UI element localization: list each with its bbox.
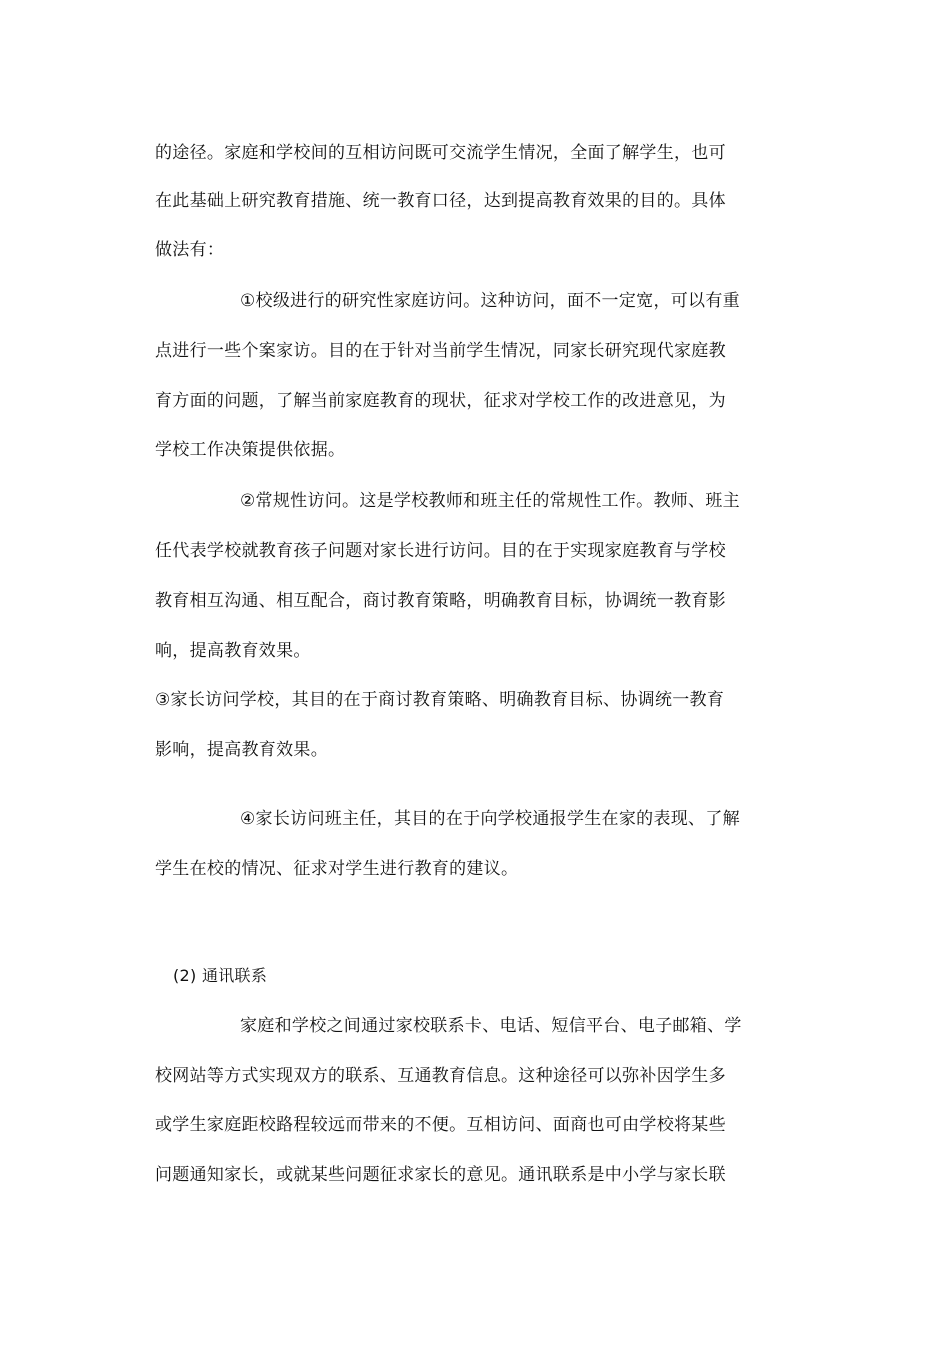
item-1-line-1: ①校级进行的研究性家庭访问。这种访问，面不一定宽，可以有重	[240, 291, 740, 311]
item-2-line-3: 教育相互沟通、相互配合，商讨教育策略，明确教育目标，协调统一教育影	[155, 591, 726, 611]
paragraph-1-line-1: 的途径。家庭和学校间的互相访问既可交流学生情况，全面了解学生，也可	[155, 143, 726, 163]
item-2-line-2: 任代表学校就教育孩子问题对家长进行访问。目的在于实现家庭教育与学校	[155, 541, 726, 561]
item-1-line-2: 点进行一些个案家访。目的在于针对当前学生情况，同家长研究现代家庭教	[155, 341, 726, 361]
paragraph-1-line-2: 在此基础上研究教育措施、统一教育口径，达到提高教育效果的目的。具体	[155, 191, 726, 211]
paragraph-2-line-3: 或学生家庭距校路程较远而带来的不便。互相访问、面商也可由学校将某些	[155, 1115, 726, 1135]
paragraph-2-line-1: 家庭和学校之间通过家校联系卡、电话、短信平台、电子邮箱、学	[240, 1016, 742, 1036]
section-heading: (2) 通讯联系	[173, 966, 268, 985]
item-1-line-3: 育方面的问题，了解当前家庭教育的现状，征求对学校工作的改进意见，为	[155, 391, 726, 411]
paragraph-2-line-4: 问题通知家长，或就某些问题征求家长的意见。通讯联系是中小学与家长联	[155, 1165, 726, 1185]
paragraph-2-line-2: 校网站等方式实现双方的联系、互通教育信息。这种途径可以弥补因学生多	[155, 1066, 726, 1086]
item-3-line-1: ③家长访问学校，其目的在于商讨教育策略、明确教育目标、协调统一教育	[155, 690, 725, 710]
item-2-line-1: ②常规性访问。这是学校教师和班主任的常规性工作。教师、班主	[240, 491, 740, 511]
item-3-line-2: 影响，提高教育效果。	[155, 740, 328, 760]
item-1-line-4: 学校工作决策提供依据。	[155, 440, 346, 460]
item-4-line-1: ④家长访问班主任，其目的在于向学校通报学生在家的表现、了解	[240, 809, 740, 829]
item-4-line-2: 学生在校的情况、征求对学生进行教育的建议。	[155, 859, 519, 879]
paragraph-1-line-3: 做法有：	[155, 240, 225, 260]
item-2-line-4: 响，提高教育效果。	[155, 641, 311, 661]
